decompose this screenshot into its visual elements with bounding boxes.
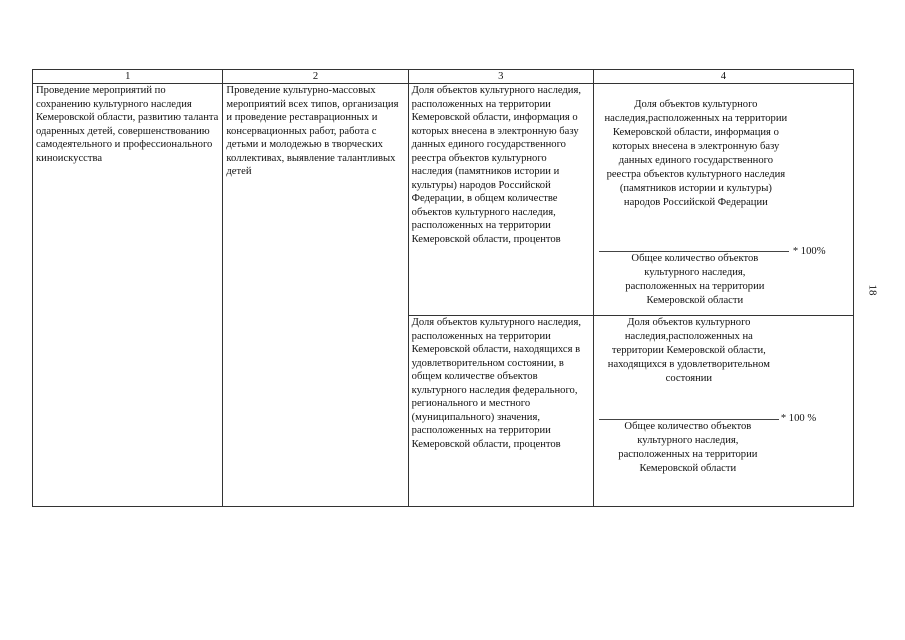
header-col-4: 4 (593, 70, 853, 84)
formula-denominator: Общее количество объектов культурного наследия, расположенных на территории Кемеровской области (625, 253, 765, 306)
formula-cell (593, 316, 853, 507)
formula-multiplier: * 100 % (780, 413, 817, 424)
indicator-cell: Доля объектов культурного наследия, расположенных на территории Кемеровской области, информация о которых внесена в электронную базу данных единого государственного реестра объектов культурного наследия (памятников истории и культуры) народов Российской Федерации, в общем количестве объектов культурного наследия, расположенных на территории Кемеровской области, процентов (408, 84, 593, 316)
header-col-1: 1 (33, 70, 223, 84)
formula-numerator: Доля объектов культурного наследия,расположенных на территории Кемеровской области, информация о которых внесена в электронную базу данных единого государственного реестра объектов культурного наследия (памятников истории и культуры) народов Российской Федерации (604, 99, 788, 208)
activity-cell: Проведение мероприятий по сохранению культурного наследия Кемеровской области, развитию таланта одаренных детей, совершенствованию самодеятельного и профессионального киноискусства (33, 84, 223, 507)
formula-numerator: Доля объектов культурного наследия,расположенных на территории Кемеровской области, находящихся в удовлетворительном состоянии (607, 317, 770, 384)
header-col-2: 2 (223, 70, 408, 84)
formula (597, 316, 850, 506)
table-row (33, 84, 854, 316)
indicators-table (32, 69, 854, 507)
header-row (33, 70, 854, 84)
formula-denominator: Общее количество объектов культурного наследия, расположенных на территории Кемеровской области (618, 421, 758, 474)
measures-cell: Проведение культурно-массовых мероприятий всех типов, организация и проведение реставрационных и консервационных работ, работа с детьми и молодежью в творческих коллективах, выявление талантливых детей (223, 84, 408, 507)
header-col-3: 3 (408, 70, 593, 84)
formula-multiplier: * 100% (792, 246, 826, 257)
formula-cell (593, 84, 853, 316)
indicator-cell: Доля объектов культурного наследия, расположенных на территории Кемеровской области, находящихся в удовлетворительном состоянии, в общем количестве объектов культурного наследия федерального, регионального и местного (муниципального) значения, расположенных на территории Кемеровской области, процентов (408, 316, 593, 507)
formula (597, 84, 850, 315)
page-number: 18 (866, 284, 879, 296)
